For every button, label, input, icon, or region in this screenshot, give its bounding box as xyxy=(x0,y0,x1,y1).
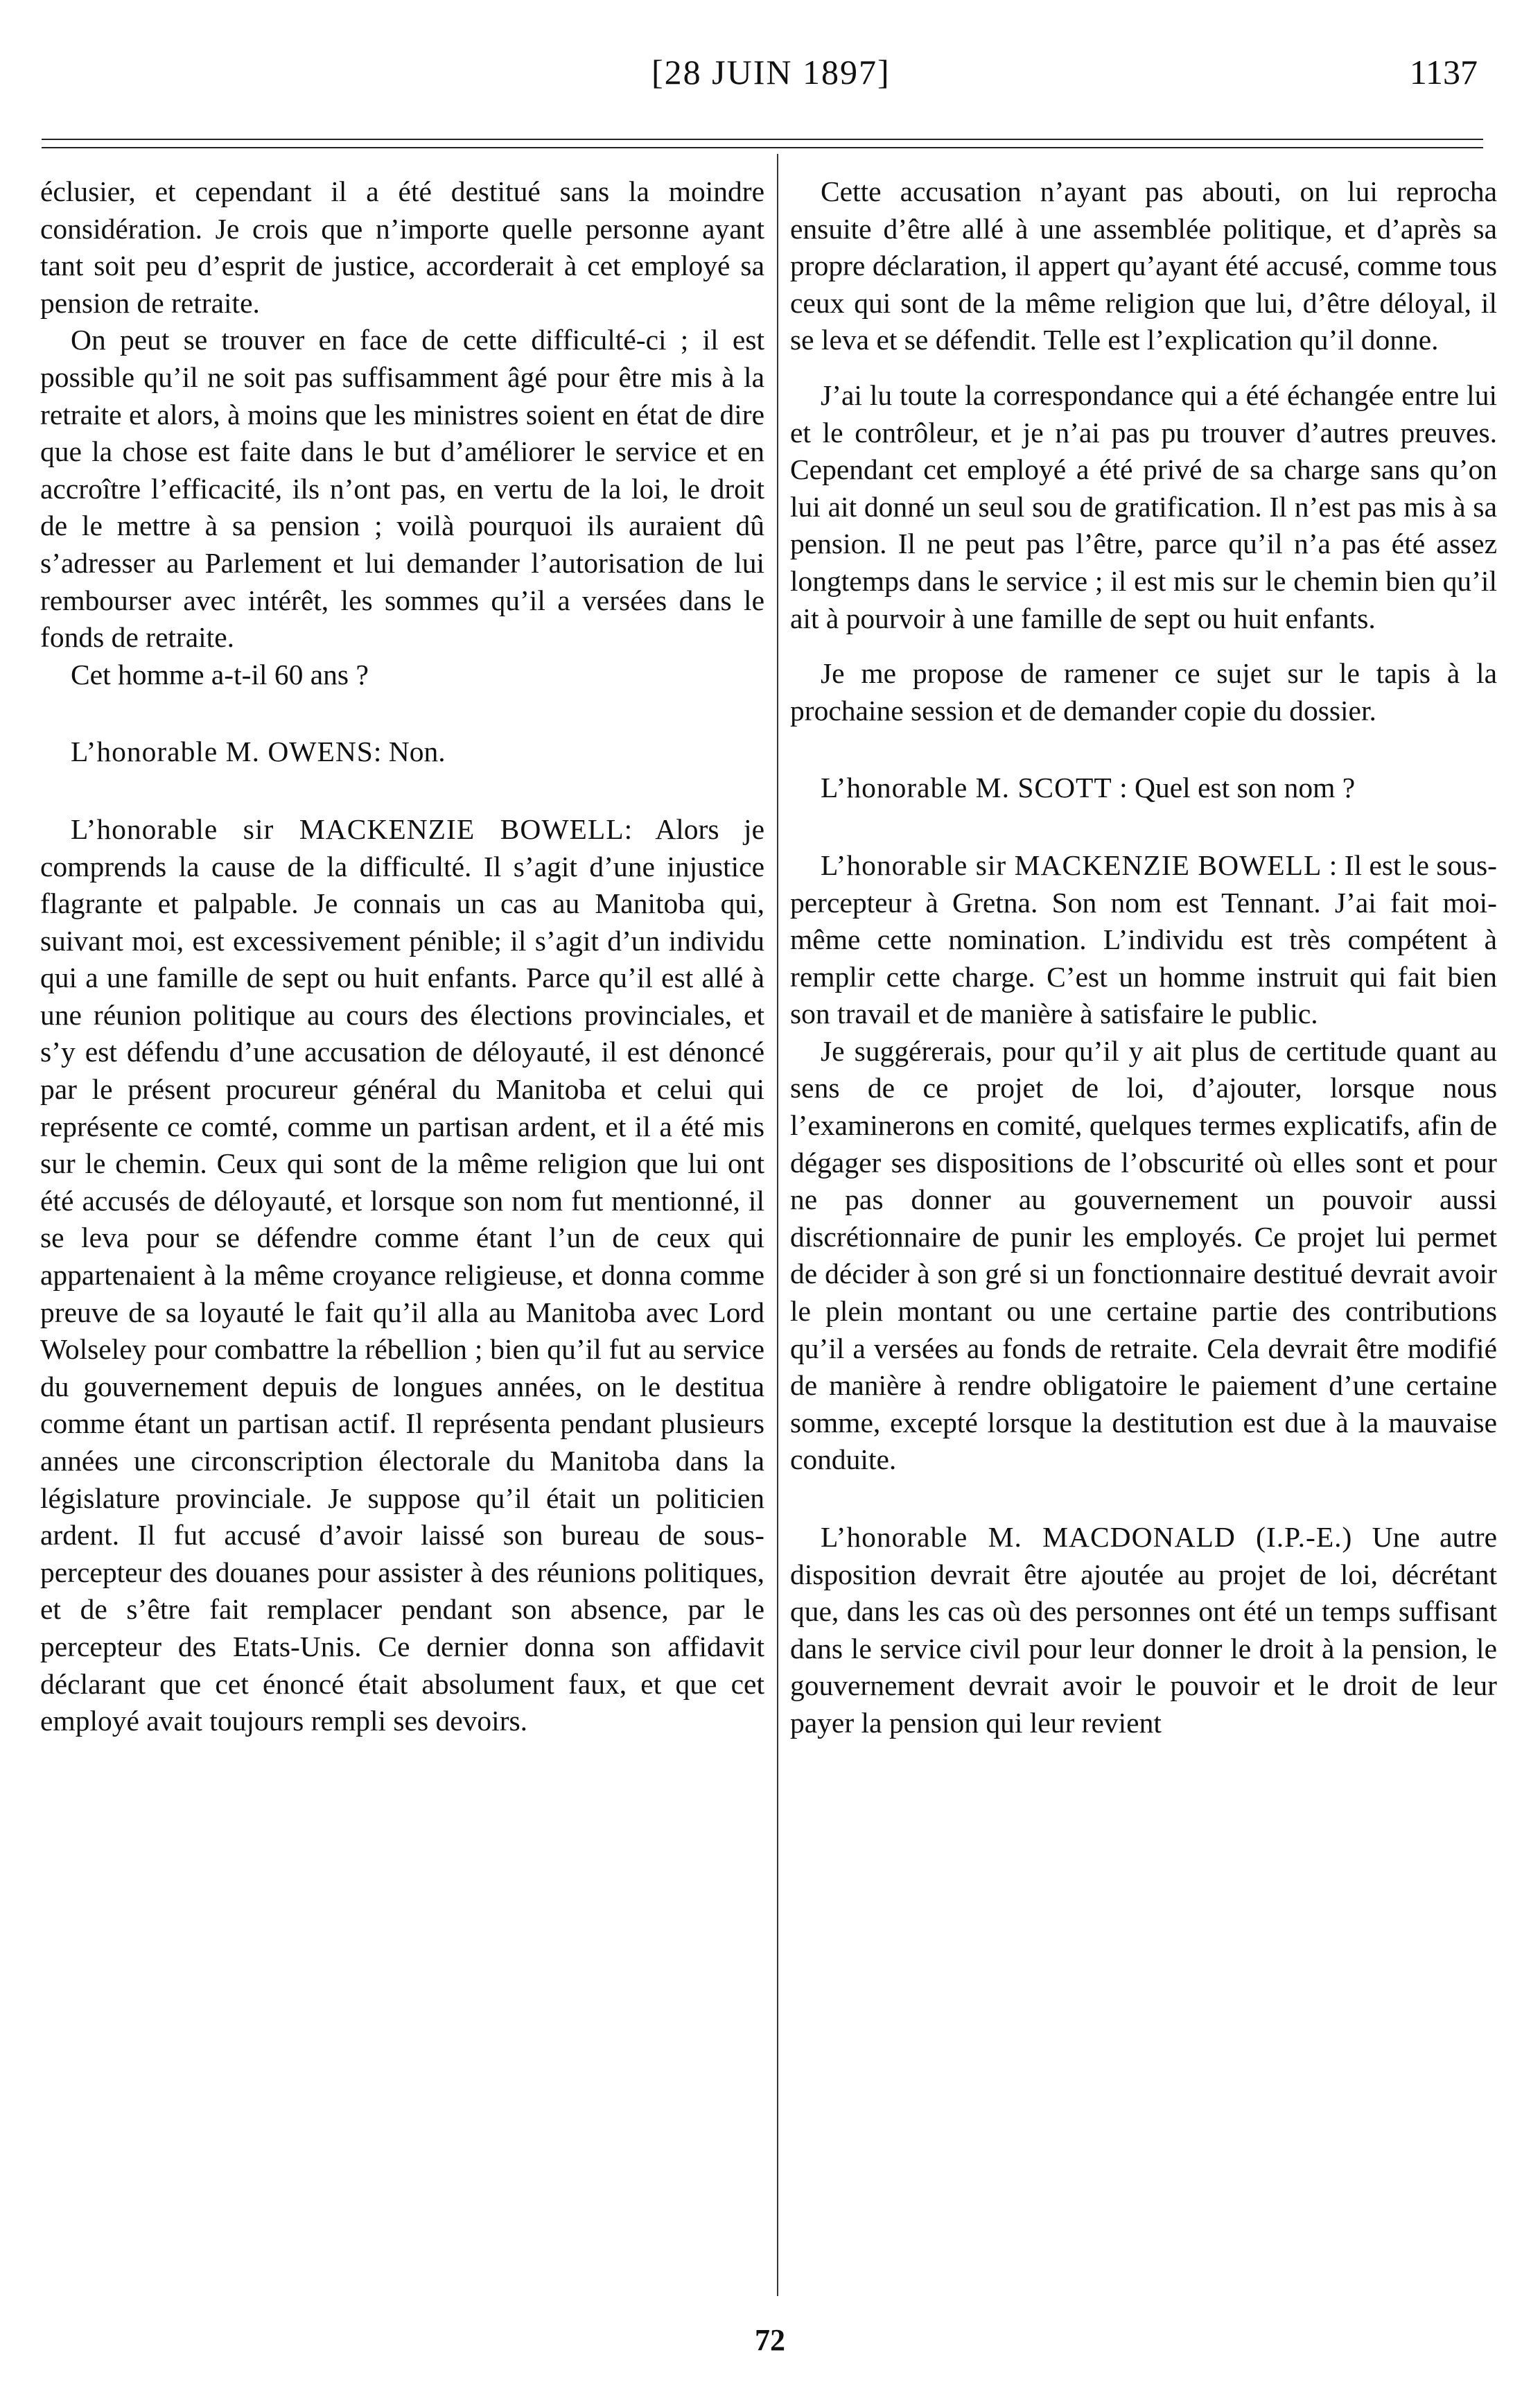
speaker-name: L’honorable sir MACKENZIE BOWELL xyxy=(71,813,624,845)
paragraph: Cet homme a-t-il 60 ans ? xyxy=(71,658,369,690)
speaker-name: L’honorable M. OWENS xyxy=(71,736,374,768)
page-number: 1137 xyxy=(1409,53,1478,92)
speech-text: : Quel est son nom ? xyxy=(1112,772,1356,804)
right-column xyxy=(790,173,1497,1742)
speaker-name: L’honorable M. MACDONALD (I.P.-E.) xyxy=(821,1521,1353,1553)
page-header xyxy=(0,52,1540,107)
header-rule-bottom xyxy=(42,147,1483,148)
speech-bowell xyxy=(790,847,1497,1033)
paragraph: J’ai lu toute la correspondance qui a été échangée entre lui et le contrôleur, et je n’ai pas pu trouver d’autres preuves. Cependant cet employé a été privé de sa charge sans qu’on lui ait donné un seul sou de gratification. Il n’est pas mis à sa pension. Il ne peut pas l’être, parce qu’il n’a pas été assez longtemps dans le service ; il est mis sur le chemin bien qu’il ait à pourvoir à une famille de sept ou huit enfants. xyxy=(790,379,1497,634)
paragraph: Je me propose de ramener ce sujet sur le tapis à la prochaine session et de demander copie du dossier. xyxy=(790,657,1497,727)
speech-owens xyxy=(40,733,764,771)
speech-scott xyxy=(790,770,1497,807)
column-divider xyxy=(777,154,778,2296)
paragraph: On peut se trouver en face de cette difficulté-ci ; il est possible qu’il ne soit pas suffisamment âgé pour être mis à la retraite et alors, à moins que les ministres soient en état de dire que la chose est faite dans le but d’améliorer le service et en accroître l’efficacité, ils n’ont pas, en vertu de la loi, le droit de le mettre à sa pension ; voilà pourquoi ils auraient dû s’adresser au Parlement et lui demander l’autorisation de lui rembourser avec intérêt, les sommes qu’il a versées dans le fonds de retraite. xyxy=(40,324,764,654)
speech-text: : Non. xyxy=(373,736,446,768)
speech-text: Une autre disposition devrait être ajoutée au projet de loi, décrétant que, dans les cas où des personnes ont été un temps suffisant dans le service civil pour leur donner le droit à la pension, le gouvernement devrait avoir le pouvoir et le droit de leur payer la pension qui leur revient xyxy=(790,1521,1497,1739)
speech-bowell xyxy=(40,811,764,1740)
speech-text: : Alors je comprends la cause de la difficulté. Il s’agit d’une injustice flagrante et palpable. Je connais un cas au Manitoba qui, suivant moi, est excessivement pénible; il s’agit d’un individu qui a une famille de sept ou huit enfants. Parce qu’il est allé à une réunion politique au cours des élections provinciales, et s’y est défendu d’une accusation de déloyauté, il est dénoncé par le présent procureur général du Manitoba et celui qui représente ce comté, comme un partisan ardent, et il a été mis sur le chemin. Ceux qui sont de la même religion que lui ont été accusés de déloyauté, et lorsque son nom fut mentionné, il se leva pour se défendre comme étant l’un de ceux qui appartenaient à la même croyance religieuse, et donna comme preuve de sa loyauté le fait qu’il alla au Manitoba avec Lord Wolseley pour combattre la rébellion ; bien qu’il fut au service du gouvernement depuis de longues années, on le destitua comme étant un partisan actif. Il représenta pendant plusieurs années une circonscription électorale du Manitoba dans la législature provinciale. Je suppose qu’il était un politicien ardent. Il fut accusé d’avoir laissé son bureau de sous-percepteur des douanes pour assister à des réunions politiques, et de s’être fait remplacer pendant son absence, par le percepteur des Etats-Unis. Ce dernier donna son affidavit déclarant que cet énoncé était absolument faux, et que cet employé avait toujours rempli ses devoirs. xyxy=(40,813,764,1737)
speech-text: : Il est le sous-percepteur à Gretna. Son nom est Tennant. J’ai fait moi-même cette nomination. L’individu est très compétent à remplir cette charge. C’est un homme instruit qui fait bien son travail et de manière à satisfaire le public. xyxy=(790,849,1497,1030)
paragraph: Je suggérerais, pour qu’il y ait plus de certitude quant au sens de ce projet de loi, d’ajouter, lorsque nous l’examinerons en comité, quelques termes explicatifs, afin de dégager ses dispositions de l’obscurité où elles sont et pour ne pas donner au gouvernement un pouvoir aussi discrétionnaire de punir les employés. Ce projet lui permet de décider à son gré si un fonctionnaire destitué devrait avoir le plein montant ou une certaine partie des contributions qu’il a versées au fonds de retraite. Cela devrait être modifié de manière à rendre obligatoire le paiement d’une certaine somme, excepté lorsque la destitution est due à la mauvaise conduite. xyxy=(790,1034,1497,1476)
signature-mark: 72 xyxy=(755,2323,785,2357)
paragraph: Cette accusation n’ayant pas abouti, on lui reprocha ensuite d’être allé à une assemblée politique, et d’après sa propre déclaration, il appert qu’ayant été accusé, comme tous ceux qui sont de la même religion que lui, d’être déloyal, il se leva et se défendit. Telle est l’explication qu’il donne. xyxy=(790,175,1497,356)
speaker-name: L’honorable M. SCOTT xyxy=(821,772,1112,804)
header-date: [28 JUIN 1897] xyxy=(651,53,891,92)
speech-macdonald xyxy=(790,1519,1497,1742)
left-column xyxy=(40,173,764,1740)
speaker-name: L’honorable sir MACKENZIE BOWELL xyxy=(821,849,1322,881)
paragraph: éclusier, et cependant il a été destitué sans la moindre considération. Je crois que n’importe quelle personne ayant tant soit peu d’esprit de justice, accorderait à cet employé sa pension de retraite. xyxy=(40,175,764,319)
header-rule-top xyxy=(42,139,1483,140)
